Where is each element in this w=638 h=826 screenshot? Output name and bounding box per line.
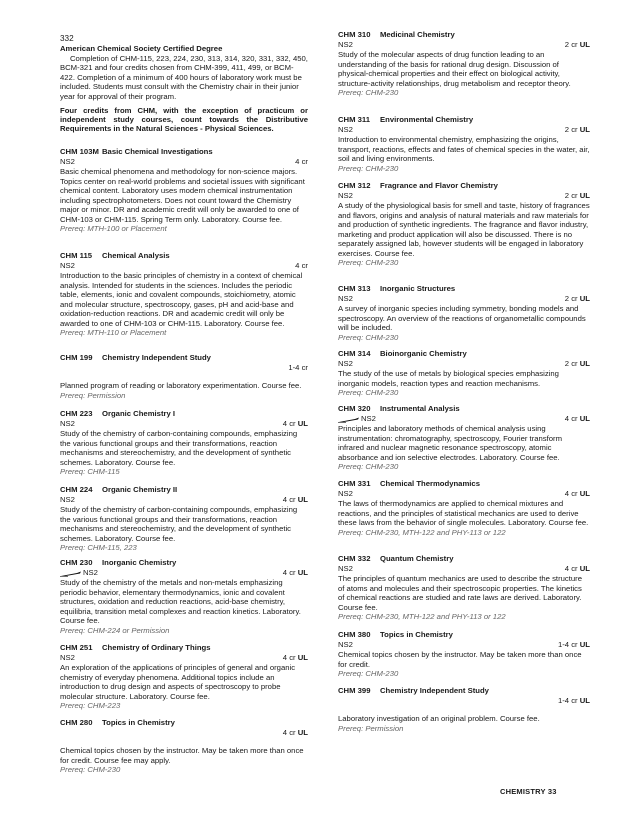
course-header [60,409,308,419]
course-meta [60,728,308,746]
course-entry [338,181,590,268]
course-prereq: Prereq: CHM-223 [60,701,121,710]
course-title: Medicinal Chemistry [380,30,455,39]
course-title: Fragrance and Flavor Chemistry [380,181,498,190]
course-meta [338,696,590,714]
course-description: Study of the molecular aspects of drug function leading to an understanding of the basis for rational drug design. Discussion of physical-chemical properties and their effect on biological activity, structure-activity relationships, drug metabolism and receptor theory. [338,50,571,88]
course-prereq: Prereq: Permission [60,390,126,400]
course-title: Chemistry Independent Study [102,353,211,362]
course-prereq: Prereq: CHM-230 [338,388,399,397]
course-description: Chemical topics chosen by the instructor. May be taken more than once for credit. Course fee may apply. [60,746,304,765]
course-credits: 4 cr [282,653,296,662]
course-ns-code: NS2 [338,294,353,303]
course-code: CHM 223 [60,409,93,418]
course-header [338,284,590,294]
course-ns-code: NS2 [83,568,98,577]
course-entry [60,353,308,400]
course-code: CHM 310 [338,30,371,39]
course-header [60,147,308,157]
course-ns-code: NS2 [60,495,75,504]
course-ns-code: NS2 [60,261,75,270]
pen-icon [60,570,82,576]
upper-level-badge: UL [297,653,308,662]
course-meta [338,640,590,650]
course-header [60,643,308,653]
pen-icon [338,416,360,422]
course-meta [338,414,590,424]
course-description: A survey of inorganic species including symmetry, bonding models and spectroscopy. An overview of the reactions of organometallic compounds will be included. [338,304,586,332]
course-header [338,30,590,40]
course-ns-code: NS2 [60,157,75,166]
course-header [338,115,590,125]
course-credits: 4 cr [564,489,578,498]
distributive-note: Four credits from CHM, with the exception of practicum or independent study courses, count towards the Distributive Requirements in the Natural Sciences - Physical Sciences. [60,105,308,134]
course-credits: 2 cr [564,359,578,368]
course-description: Basic chemical phenomena and methodology for non-science majors. Topics center on real-world problems and societal issues with significant chemical content. Laboratory uses modern chemical instrumentation including spectrophotometers. Does not count toward the Chemistry major or minor. DR and academic credit will only be awarded to one of CHM-103 or CHM-115. Spring Term only. Laboratory. Course fee. [60,167,305,224]
course-header [338,479,590,489]
page-number: 332 [60,34,74,43]
course-title: Bioinorganic Chemistry [380,349,467,358]
course-header [338,686,590,696]
course-prereq: Prereq: CHM-230 [338,669,399,678]
course-code: CHM 320 [338,404,371,413]
course-entry [338,686,590,733]
upper-level-badge: UL [579,696,590,705]
course-credits: 1-4 cr [557,640,578,649]
course-title: Organic Chemistry II [102,485,178,494]
course-title: Topics in Chemistry [102,718,175,727]
upper-level-badge: UL [579,40,590,49]
course-ns-code: NS2 [338,489,353,498]
course-description: Introduction to environmental chemistry, emphasizing the origins, transport, reactions, effects and fates of chemical species in the water, air, soil and living environments. [338,135,590,163]
course-ns-code: NS2 [338,564,353,573]
course-prereq: Prereq: MTH-110 or Placement [60,328,167,337]
course-credits: 1-4 cr [557,696,578,705]
course-description: A study of the physiological basis for smell and taste, history of fragrances and flavors, origins and analysis of natural materials and raw materials for and production of synthetic ingredients. The fragrance and flavor industry, marketing and product application will also be discussed. There is no separately assigned lab, however students will be engaged in laboratory exercises. Course fee. [338,201,590,258]
acs-degree-section [60,44,308,134]
course-title: Chemistry Independent Study [380,686,489,695]
course-ns-code: NS2 [338,359,353,368]
course-prereq: Prereq: Permission [338,723,404,733]
course-header [60,718,308,728]
course-ns-code: NS2 [338,191,353,200]
course-prereq: Prereq: MTH-100 or Placement [60,224,167,233]
course-description: Study of the chemistry of carbon-containing compounds, emphasizing the various functional groups and their transformations, reaction mechanisms and stereochemistry, and the development of synthetic schemes. Laboratory. Course fee. [60,505,298,543]
course-description: The study of the use of metals by biological species emphasizing inorganic models, reaction types and reaction mechanisms. [338,369,559,388]
course-description: Study of the chemistry of carbon-containing compounds, emphasizing the various functional groups and their transformations, reaction mechanisms and stereochemistry, and the development of synthetic schemes. Laboratory. Course fee. [60,429,298,467]
course-prereq: Prereq: CHM-230 [338,163,399,173]
course-entry [60,485,308,553]
course-entry [338,30,590,98]
upper-level-badge: UL [579,359,590,368]
course-credits: 2 cr [564,294,578,303]
upper-level-badge: UL [579,640,590,649]
course-entry [338,630,590,679]
course-credits: 4 cr [282,728,296,737]
course-code: CHM 399 [338,686,371,695]
course-meta [338,191,590,201]
course-ns-code: NS2 [338,125,353,134]
course-ns-code: NS2 [60,653,75,662]
course-prereq: Prereq: CHM-230 [60,765,121,774]
upper-level-badge: UL [579,125,590,134]
course-prereq: Prereq: CHM-230, MTH-122 and PHY-113 or 122 [338,612,506,621]
course-prereq: Prereq: CHM-230 [338,88,399,97]
course-prereq: Prereq: CHM-230 [338,332,399,342]
course-entry [338,349,590,398]
upper-level-badge: UL [297,728,308,737]
page-footer: CHEMISTRY 33 [500,787,557,796]
acs-degree-title: American Chemical Society Certified Degree [60,44,223,53]
course-ns-code: NS2 [338,640,353,649]
course-meta [338,359,590,369]
course-header [338,554,590,564]
course-prereq: Prereq: CHM-115, 223 [60,543,137,552]
course-code: CHM 312 [338,181,371,190]
course-description: Introduction to the basic principles of chemistry in a context of chemical analysis. Intended for students in the sciences. Includes the periodic table, elements, ionic and covalent compounds, stoichiometry, atomic and molecular structure, spectroscopy, gases, pH and acid-base and oxidation-reduction reactions. DR and academic credit will only be awarded to one of CHM-103 or CHM-115. Laboratory. Course fee. [60,271,303,328]
course-header [60,353,308,363]
course-credits: 4 cr [564,564,578,573]
course-header [338,349,590,359]
course-code: CHM 280 [60,718,93,727]
course-meta [338,125,590,135]
upper-level-badge: UL [579,489,590,498]
course-credits: 4 cr [282,419,296,428]
course-code: CHM 311 [338,115,371,124]
course-code: CHM 331 [338,479,371,488]
upper-level-badge: UL [297,419,308,428]
course-prereq: Prereq: CHM-115 [60,467,120,476]
course-entry [338,479,590,537]
course-description: Laboratory investigation of an original problem. Course fee. [338,714,540,723]
course-description: The laws of thermodynamics are applied to chemical mixtures and reactions, and the principles of statistical mechanics are used to derive these laws from the behavior of single molecules. Laboratory. Course fee. [338,499,589,527]
course-code: CHM 313 [338,284,371,293]
course-description: Chemical topics chosen by the instructor. May be taken more than once for credit. [338,650,582,669]
upper-level-badge: UL [297,495,308,504]
course-title: Inorganic Chemistry [102,558,177,567]
course-entry [60,558,308,635]
course-ns-code: NS2 [60,419,75,428]
course-credits: 4 cr [564,414,578,423]
course-code: CHM 380 [338,630,371,639]
course-credits: 2 cr [564,40,578,49]
course-code: CHM 230 [60,558,93,567]
course-meta [60,419,308,429]
course-header [60,251,308,261]
course-prereq: Prereq: CHM-230 [338,462,399,471]
course-title: Environmental Chemistry [380,115,474,124]
course-entry [60,409,308,477]
course-description: Study of the chemistry of the metals and non-metals emphasizing periodic behavior, elementary thermodynamics, ionic and covalent structures, oxidation and reduction reactions, acid-base chemistry, equilibria, transition metal complexes and reaction kinetics. Laboratory. Course fee. [60,578,301,625]
course-title: Chemical Thermodynamics [380,479,480,488]
course-code: CHM 224 [60,485,93,494]
course-header [60,558,308,568]
course-meta [60,568,308,578]
course-title: Chemistry of Ordinary Things [102,643,211,652]
course-entry [60,147,308,234]
course-entry [338,554,590,622]
course-meta [338,564,590,574]
upper-level-badge: UL [579,564,590,573]
course-credits: 1-4 cr [288,363,308,372]
course-credits: 4 cr [295,157,308,166]
course-code: CHM 103M [60,147,99,156]
course-header [60,485,308,495]
acs-degree-body: Completion of CHM-115, 223, 224, 230, 313, 314, 320, 331, 332, 450, BCM-321 and four credits chosen from CHM-399, 411, 499, or BCM-422. Completion of a minimum of 400 hours of laboratory work must be included. Students must consult with the Chemistry chair in their junior year for approval of their program. [60,53,308,101]
course-title: Quantum Chemistry [380,554,454,563]
upper-level-badge: UL [297,568,308,577]
course-meta [338,489,590,499]
upper-level-badge: UL [579,191,590,200]
course-entry [338,115,590,173]
course-meta [60,363,308,381]
course-description: An exploration of the applications of principles of general and organic chemistry of everyday phenomena. Additional topics include an introduction to drug design and aspects of spectroscopy to probe molecular structure. Laboratory. Course fee. [60,663,296,701]
course-header [338,181,590,191]
course-ns-code: NS2 [338,40,353,49]
course-title: Organic Chemistry I [102,409,176,418]
course-description: Principles and laboratory methods of chemical analysis using instrumentation: chromatography, spectroscopy, Fourier transform infrared and nuclear magnetic resonance spectroscopy, atomic absorbance and ion selective electrodes. Laboratory. Course fee. [338,424,563,462]
course-meta [338,294,590,304]
course-prereq: Prereq: CHM-230, MTH-122 and PHY-113 or 122 [338,527,506,537]
course-title: Instrumental Analysis [380,404,460,413]
course-header [338,404,590,414]
course-description: Planned program of reading or laboratory experimentation. Course fee. [60,381,302,390]
course-entry [338,404,590,472]
course-title: Topics in Chemistry [380,630,453,639]
course-title: Chemical Analysis [102,251,170,260]
course-description: The principles of quantum mechanics are used to describe the structure of atoms and molecules and their spectroscopic properties. The kinetics of chemical reactions are studied and rate laws are derived. Laboratory. Course fee. [338,574,582,612]
course-credits: 2 cr [564,125,578,134]
course-code: CHM 251 [60,643,93,652]
course-entry [60,251,308,338]
course-entry [338,284,590,342]
course-prereq: Prereq: CHM-230 [338,258,399,267]
course-meta [60,495,308,505]
course-code: CHM 332 [338,554,371,563]
course-meta [60,157,308,167]
course-title: Inorganic Structures [380,284,456,293]
course-credits: 4 cr [295,261,308,270]
course-credits: 4 cr [282,568,296,577]
course-header [338,630,590,640]
course-entry [60,643,308,711]
course-meta [338,40,590,50]
course-code: CHM 199 [60,353,93,362]
course-prereq: Prereq: CHM-224 or Permission [60,625,170,635]
course-meta [60,261,308,271]
course-ns-code: NS2 [361,414,376,423]
course-title: Basic Chemical Investigations [102,147,213,156]
course-entry [60,718,308,775]
course-meta [60,653,308,663]
upper-level-badge: UL [579,414,590,423]
course-code: CHM 314 [338,349,371,358]
upper-level-badge: UL [579,294,590,303]
course-credits: 4 cr [282,495,296,504]
course-credits: 2 cr [564,191,578,200]
course-code: CHM 115 [60,251,93,260]
